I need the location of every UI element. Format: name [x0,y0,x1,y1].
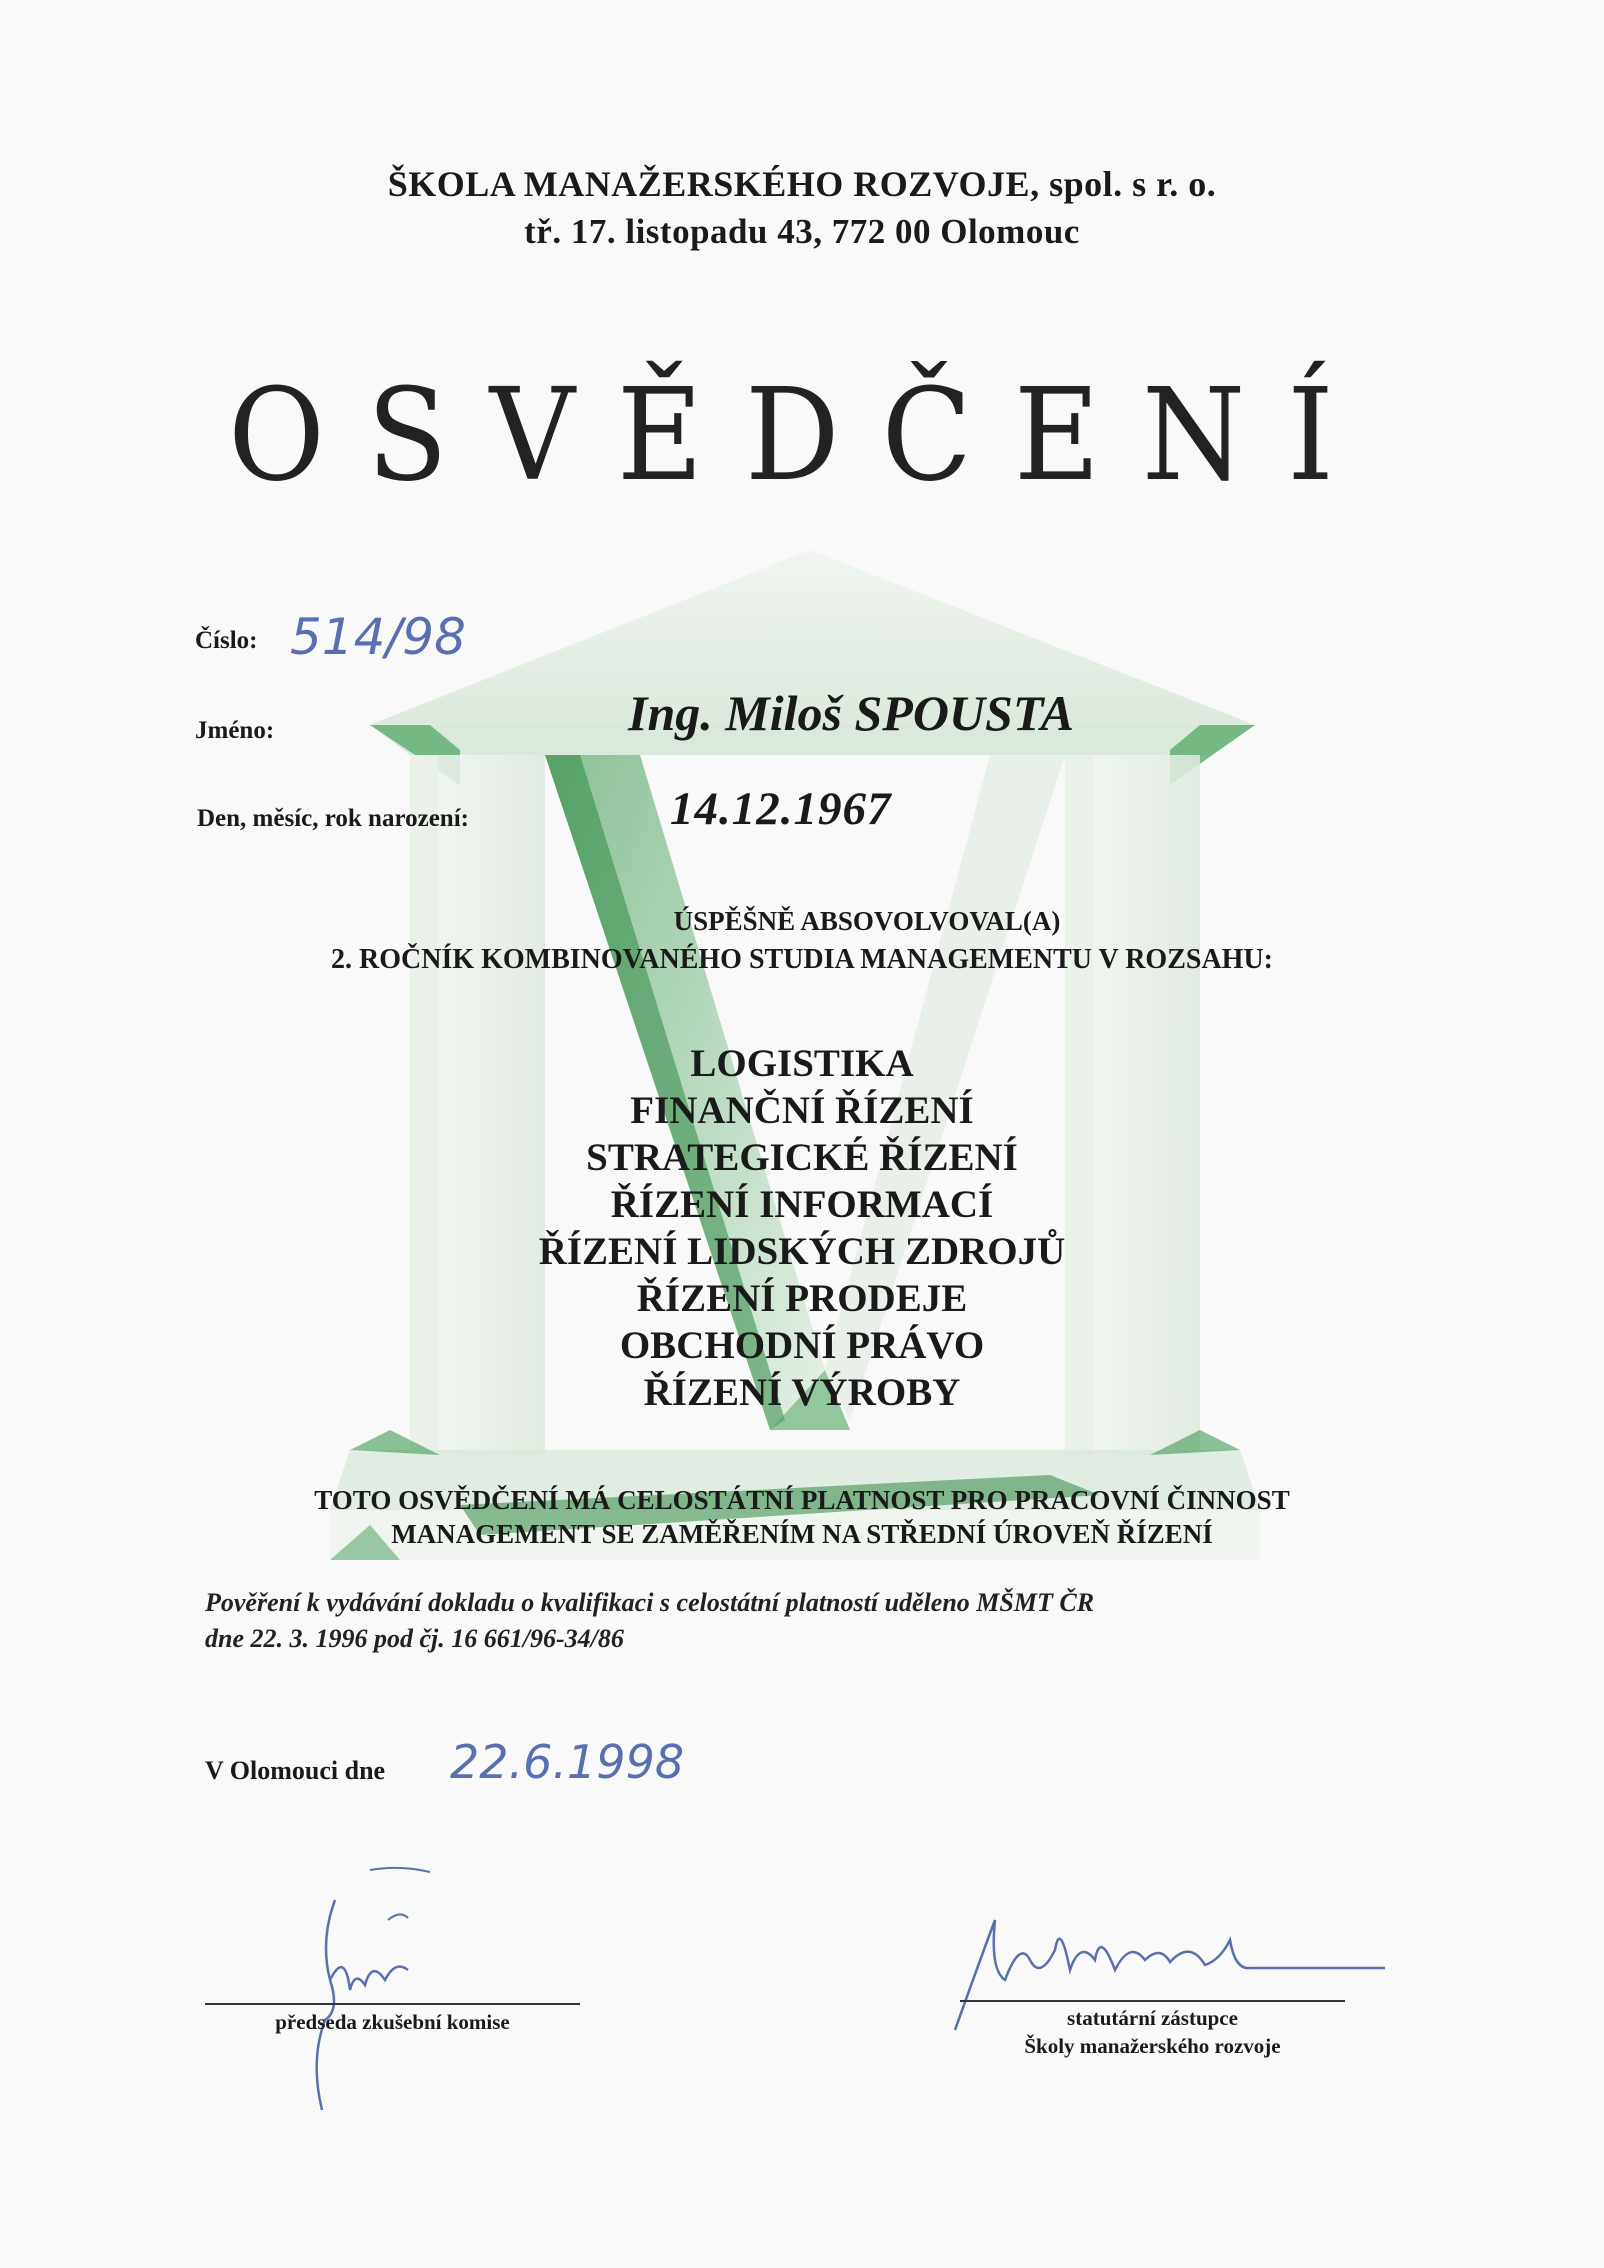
representative-signature-line [960,2000,1345,2002]
subject-list [0,1040,1604,1416]
validity-line: MANAGEMENT SE ZAMĚŘENÍM NA STŘEDNÍ ÚROVEŇ ŘÍZENÍ [391,1519,1213,1549]
birth-label: Den, měsíc, rok narození: [197,805,469,832]
chairman-signature-line [205,2003,580,2005]
chairman-caption: předseda zkušební komise [275,2010,510,2034]
school-address: tř. 17. listopadu 43, 772 00 Olomouc [524,212,1080,251]
subject-item: ŘÍZENÍ LIDSKÝCH ZDROJŮ [538,1230,1066,1273]
accreditation-notice [205,1585,1094,1657]
study-program: 2. ROČNÍK KOMBINOVANÉHO STUDIA MANAGEMENTU V ROZSAHU: [331,944,1273,975]
representative-caption-line: Školy manažerského rozvoje [1024,2034,1281,2058]
chairman-signature [290,1860,460,2120]
subject-item: ŘÍZENÍ VÝROBY [643,1371,961,1414]
completion-statement: ÚSPĚŠNĚ ABSOVOLVOVAL(A) [673,906,1061,936]
subject-item: OBCHODNÍ PRÁVO [619,1324,985,1367]
name-label: Jméno: [195,717,275,744]
subject-item: ŘÍZENÍ INFORMACÍ [610,1183,994,1226]
name-value: Ing. Miloš SPOUSTA [628,685,1074,741]
notice-line: dne 22. 3. 1996 pod čj. 16 661/96-34/86 [205,1624,624,1653]
subject-item: ŘÍZENÍ PRODEJE [636,1277,968,1320]
certificate-title: OSVĚDČENÍ [228,360,1376,510]
issue-date: 22.6.1998 [450,1735,685,1789]
subject-item: STRATEGICKÉ ŘÍZENÍ [586,1136,1018,1179]
notice-line: Pověření k vydávání dokladu o kvalifikaci s celostátní platností uděleno MŠMT ČR [205,1588,1095,1617]
validity-line: TOTO OSVĚDČENÍ MÁ CELOSTÁTNÍ PLATNOST PRO PRACOVNÍ ČINNOST [314,1485,1290,1515]
birth-value: 14.12.1967 [670,783,892,835]
subject-item: FINANČNÍ ŘÍZENÍ [630,1089,974,1132]
issue-label: V Olomouci dne [205,1756,386,1785]
representative-caption-line: statutární zástupce [1067,2006,1238,2030]
subject-item: LOGISTIKA [690,1042,914,1085]
number-label: Číslo: [195,627,258,654]
number-value: 514/98 [290,608,466,666]
school-name: ŠKOLA MANAŽERSKÉHO ROZVOJE, spol. s r. o. [387,164,1217,204]
validity-statement [0,1483,1604,1551]
representative-caption [960,2004,1345,2060]
